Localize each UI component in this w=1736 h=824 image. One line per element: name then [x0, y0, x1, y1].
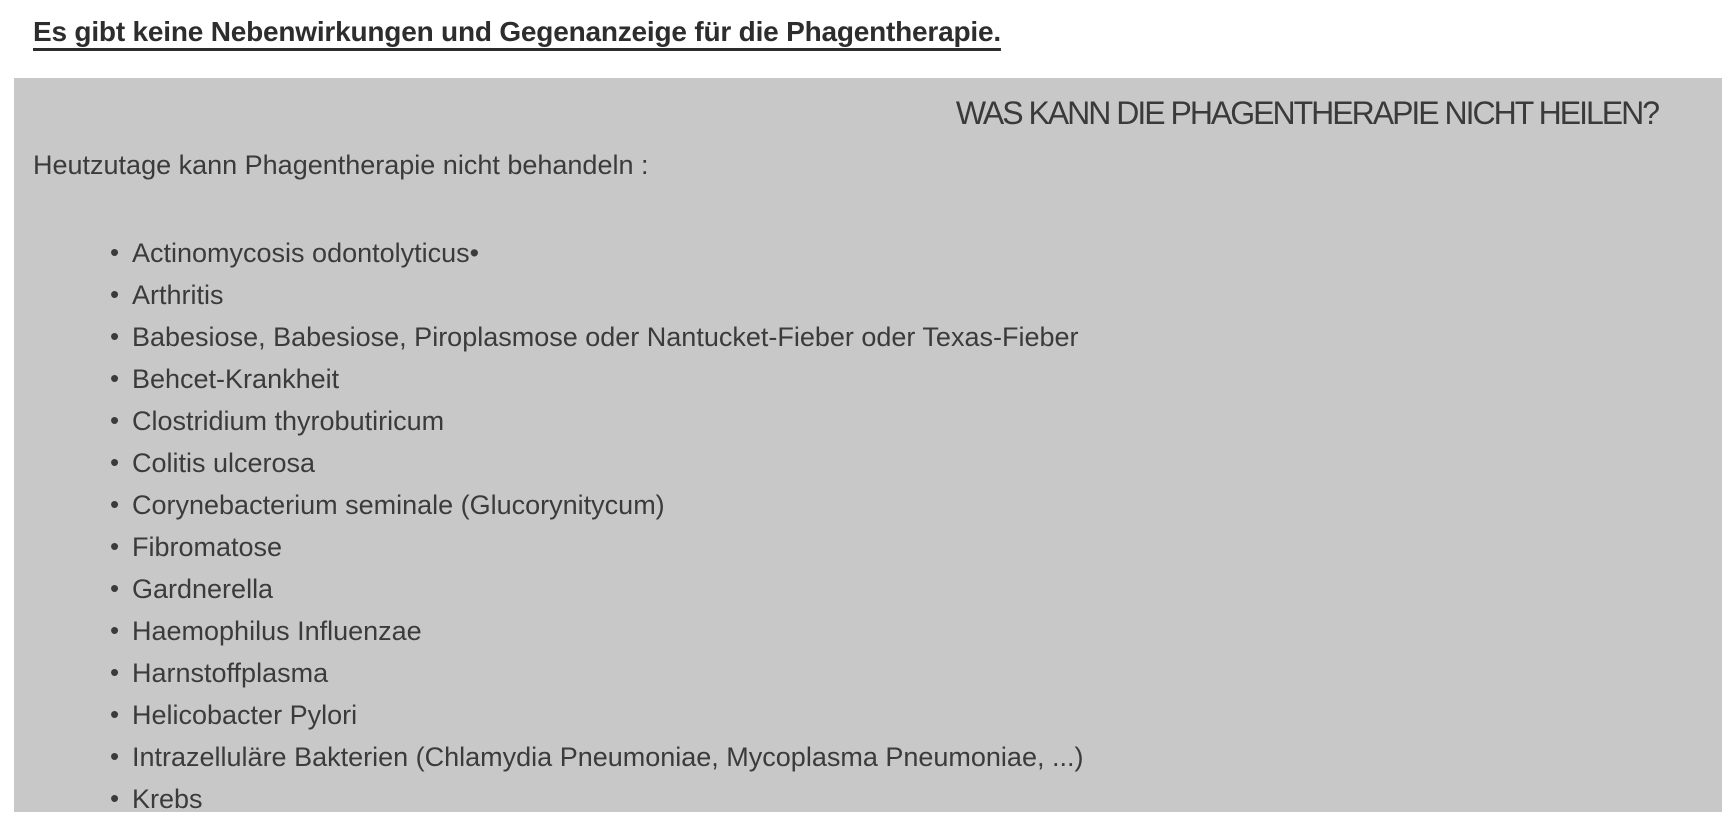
list-item	[110, 400, 1722, 442]
bullet-icon: •	[110, 405, 120, 435]
list-item-text: Intrazelluläre Bakterien (Chlamydia Pneumoniae, Mycoplasma Pneumoniae, ...)	[132, 742, 1084, 772]
list-item	[110, 778, 1722, 812]
bullet-icon: •	[110, 489, 120, 519]
bullet-icon: •	[110, 615, 120, 645]
list-item-text: Krebs	[132, 784, 203, 812]
document-page	[0, 12, 1736, 812]
disease-list	[14, 232, 1722, 812]
bullet-icon: •	[110, 783, 120, 812]
section-intro: Heutzutage kann Phagentherapie nicht behandeln :	[33, 150, 649, 180]
list-item-text: Fibromatose	[132, 532, 283, 562]
section-panel	[14, 78, 1722, 812]
list-item	[110, 442, 1722, 484]
bullet-icon: •	[110, 531, 120, 561]
list-item-text: Babesiose, Babesiose, Piroplasmose oder Nantucket-Fieber oder Texas-Fieber	[132, 322, 1079, 352]
list-item-text: Haemophilus Influenzae	[132, 616, 422, 646]
list-item	[110, 526, 1722, 568]
list-item	[110, 610, 1722, 652]
list-item-text: Arthritis	[132, 280, 224, 310]
list-item-text: Harnstoffplasma	[132, 658, 329, 688]
bullet-icon: •	[110, 573, 120, 603]
list-item-text: Colitis ulcerosa	[132, 448, 316, 478]
page-heading: Es gibt keine Nebenwirkungen und Gegenanzeige für die Phagentherapie.	[33, 16, 1001, 47]
list-item	[110, 232, 1722, 274]
list-item	[110, 652, 1722, 694]
list-item-text: Helicobacter Pylori	[132, 700, 358, 730]
list-item	[110, 316, 1722, 358]
list-item	[110, 568, 1722, 610]
list-item	[110, 358, 1722, 400]
list-item-text: Gardnerella	[132, 574, 274, 604]
list-item-text: Behcet-Krankheit	[132, 364, 340, 394]
list-item	[110, 484, 1722, 526]
bullet-icon: •	[110, 237, 120, 267]
bullet-icon: •	[110, 363, 120, 393]
bullet-icon: •	[110, 279, 120, 309]
list-item	[110, 736, 1722, 778]
list-item-text: Corynebacterium seminale (Glucorynitycum)	[132, 490, 665, 520]
list-item	[110, 694, 1722, 736]
bullet-icon: •	[110, 699, 120, 729]
bullet-icon: •	[110, 447, 120, 477]
bullet-icon: •	[110, 657, 120, 687]
bullet-icon: •	[110, 741, 120, 771]
list-item-text: Actinomycosis odontolyticus•	[132, 238, 480, 268]
list-item	[110, 274, 1722, 316]
bullet-icon: •	[110, 321, 120, 351]
section-title: WAS KANN DIE PHAGENTHERAPIE NICHT HEILEN?	[955, 95, 1658, 131]
list-item-text: Clostridium thyrobutiricum	[132, 406, 445, 436]
